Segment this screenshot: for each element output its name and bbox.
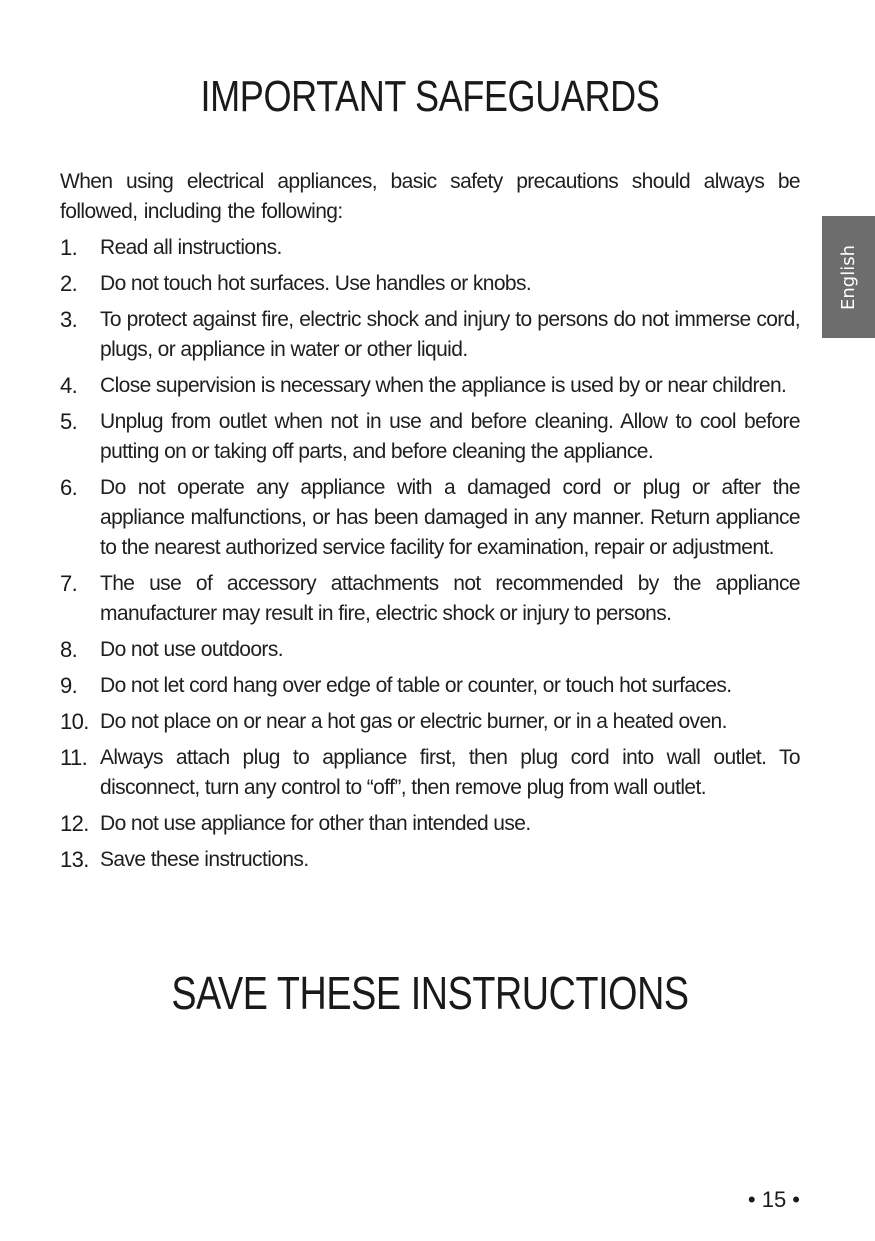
item-text: Do not operate any appliance with a damaged cord or plug or after the appliance malfunctions, or has been damaged in any manner. Return appliance to the nearest authorized service facility for examination, repair or adjustment. [100,476,800,559]
item-text: Do not use appliance for other than intended use. [100,812,531,835]
item-text: Do not let cord hang over edge of table or counter, or touch hot surfaces. [100,674,732,697]
list-item [60,743,800,803]
list-item [60,233,800,263]
item-number: 1. [60,235,78,260]
list-item [60,671,800,701]
item-text: Always attach plug to appliance first, then plug cord into wall outlet. To disconnect, turn any control to “off”, then remove plug from wall outlet. [100,746,800,799]
list-item [60,473,800,563]
item-text: Save these instructions. [100,848,309,871]
list-item [60,809,800,839]
item-number: 11. [60,745,88,770]
save-instructions-heading: SAVE THESE INSTRUCTIONS [171,967,689,1019]
language-tab-label: English [838,244,859,310]
item-number: 7. [60,571,78,596]
item-number: 8. [60,637,78,662]
list-item [60,269,800,299]
item-number: 13. [60,847,89,872]
item-number: 9. [60,673,78,698]
item-number: 10. [60,709,89,734]
list-item [60,305,800,365]
item-text: Read all instructions. [100,236,282,259]
item-text: The use of accessory attachments not recommended by the appliance manufacturer may result in fire, electric shock or injury to persons. [100,572,800,625]
item-number: 4. [60,373,78,398]
list-item [60,569,800,629]
safeguards-list [60,233,800,875]
intro-text: When using electrical appliances, basic safety precautions should always be followed, including the following: [60,170,800,223]
item-number: 5. [60,409,78,434]
list-item [60,845,800,875]
item-text: To protect against fire, electric shock and injury to persons do not immerse cord, plugs, or appliance in water or other liquid. [100,308,800,361]
page-number: • 15 • [747,1187,800,1212]
item-text: Do not use outdoors. [100,638,283,661]
item-text: Do not touch hot surfaces. Use handles or knobs. [100,272,532,295]
item-number: 12. [60,811,89,836]
list-item [60,635,800,665]
list-item [60,707,800,737]
page-title: IMPORTANT SAFEGUARDS [200,72,660,121]
item-number: 6. [60,475,78,500]
item-number: 3. [60,307,78,332]
safeguards-content [60,167,800,881]
item-text: Unplug from outlet when not in use and before cleaning. Allow to cool before putting on or taking off parts, and before cleaning the appliance. [100,410,800,463]
item-number: 2. [60,271,78,296]
item-text: Do not place on or near a hot gas or electric burner, or in a heated oven. [100,710,727,733]
language-tab [822,216,875,338]
list-item [60,371,800,401]
item-text: Close supervision is necessary when the appliance is used by or near children. [100,374,787,397]
list-item [60,407,800,467]
